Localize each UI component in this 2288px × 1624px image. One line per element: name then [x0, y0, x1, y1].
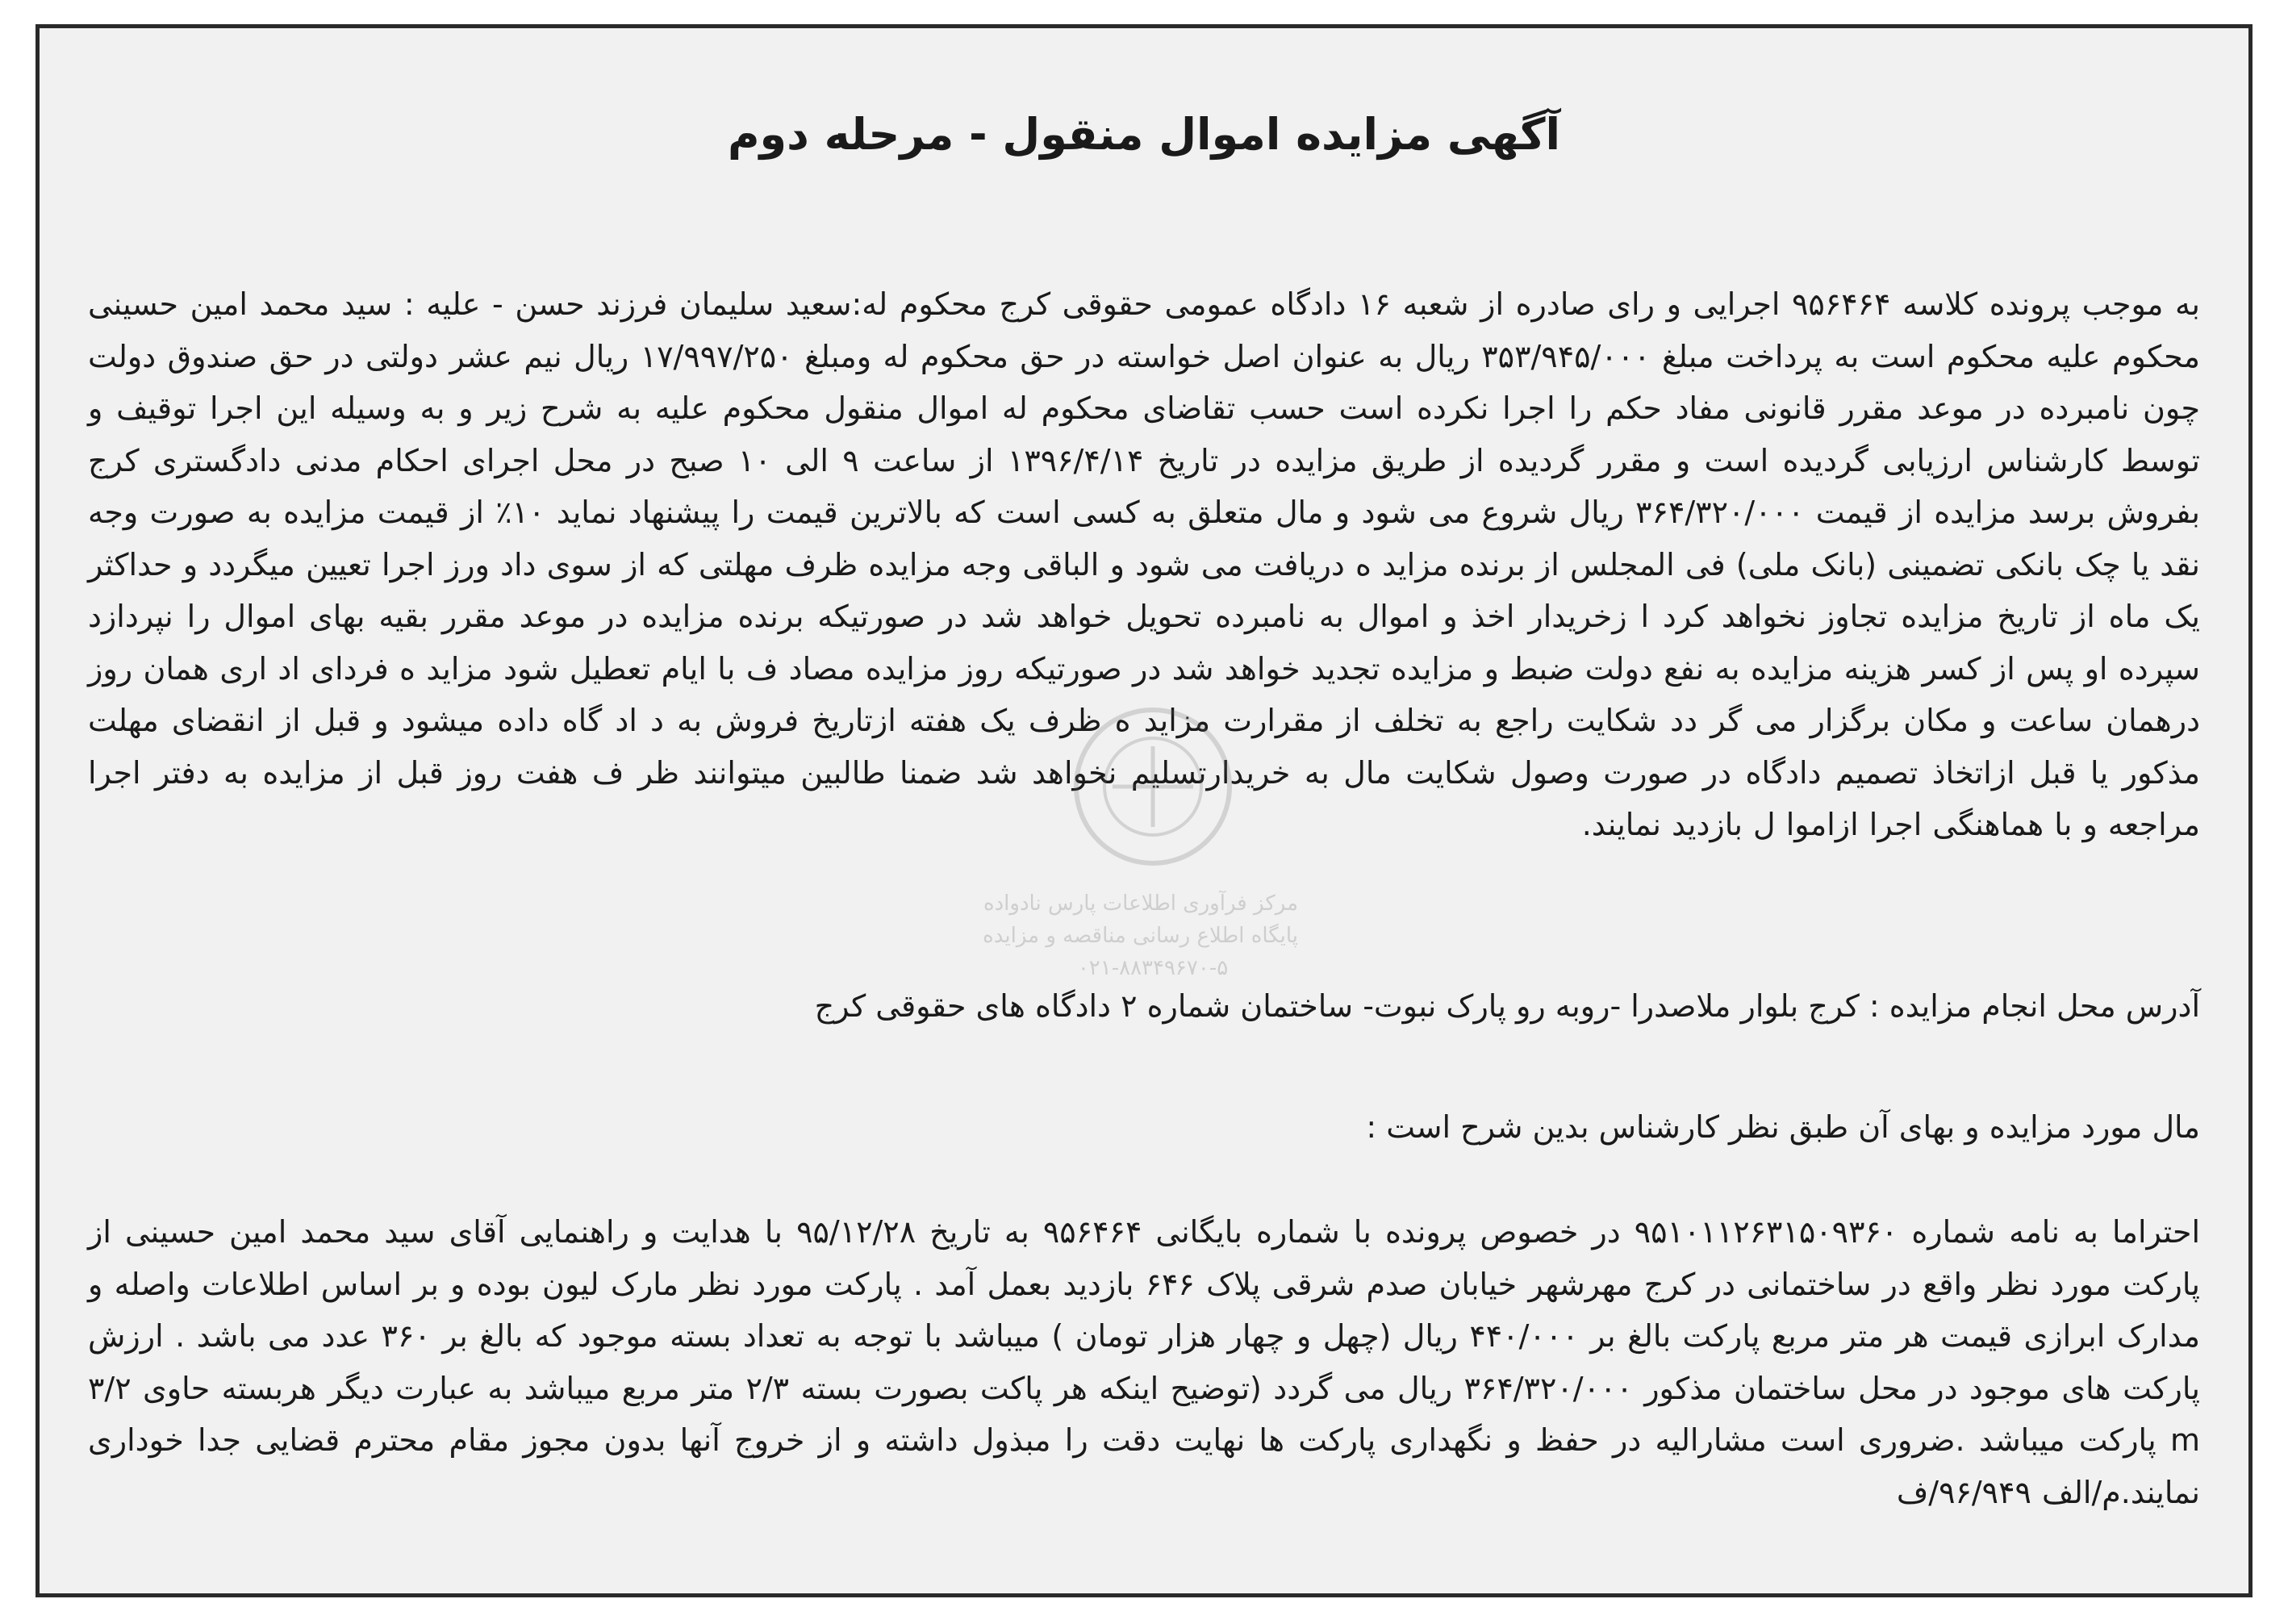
auction-address: آدرس محل انجام مزایده : کرج بلوار ملاصدرا -روبه رو پارک نبوت- ساختمان شماره ۲ دادگاه های حقوقی کرج: [814, 988, 2200, 1024]
watermark-line-3: ۰۲۱-۸۸۳۴۹۶۷۰-۵: [1077, 956, 1229, 980]
watermark-line-1: مرکز فرآوری اطلاعات پارس نادواده: [983, 891, 1298, 916]
notice-paragraph-main: به موجب پرونده کلاسه ۹۵۶۴۶۴ اجرایی و رای صادره از شعبه ۱۶ دادگاه عمومی حقوقی کرج محکوم له:سعید سلیمان فرزند حسن - علیه : سید محمد امین حسینی محکوم علیه محکوم است به پرداخت مبلغ ۳۵۳/۹۴۵/۰۰۰ ریال به عنوان اصل خواسته در حق محکوم له ومبلغ ۱۷/۹۹۷/۲۵۰ ریال نیم عشر دولتی در حق صندوق دولت چون نامبرده در موعد مقرر قانونی مفاد حکم را اجرا نکرده است حسب تقاضای محکوم له اموال منقول محکوم علیه به شرح زیر و به وسیله این اجرا توقیف و توسط کارشناس ارزیابی گردیده است و مقرر گردیده از طریق مزایده در تاریخ ۱۳۹۶/۴/۱۴ از ساعت ۹ الی ۱۰ صبح در محل اجرای احکام مدنی دادگستری کرج بفروش برسد مزایده از قیمت ۳۶۴/۳۲۰/۰۰۰ ریال شروع می شود و مال متعلق به کسی است که بالاترین قیمت را پیشنهاد نماید ۱۰٪ از قیمت مزایده به صورت وجه نقد یا چک بانکی تضمینی (بانک ملی) فی المجلس از برنده مزاید ه دریافت می شود و الباقی وجه مزایده ظرف مهلتی که از سوی داد ورز اجرا تعیین میگردد و حداکثر یک ماه از تاریخ مزایده تجاوز نخواهد کرد ا زخریدار اخذ و اموال به نامبرده تحویل خواهد شد در صورتیکه برنده مزایده در موعد مقرر بقیه بهای اموال را نپردازد سپرده او پس از کسر هزینه مزایده به نفع دولت ضبط و مزایده تجدید خواهد شد در صورتیکه روز مزایده مصاد ف با ایام تعطیل شود مزاید ه فردای اد اری همان روز درهمان ساعت و مکان برگزار می گر دد شکایت راجع به تخلف از مقرارت مزاید ه ظرف یک هفته ازتاریخ فروش به د اد گاه داده میشود و قبل از انقضای مهلت مذکور یا قبل ازاتخاذ تصمیم دادگاه در صورت وصول شکایت مال به خریدارتسلیم نخواهد شد ضمنا طالبین میتوانند ظر ف هفت روز قبل از مزایده به دفتر اجرا مراجعه و با هماهنگی اجرا ازاموا ل بازدید نمایند.: [88, 286, 2201, 842]
notice-paragraph-expert: احتراما به نامه شماره ۹۵۱۰۱۱۲۶۳۱۵۰۹۳۶۰ در خصوص پرونده با شماره بایگانی ۹۵۶۴۶۴ به تاریخ ۹۵/۱۲/۲۸ با هدایت و راهنمایی آقای سید محمد امین حسینی از پارکت مورد نظر واقع در ساختمانی در کرج مهرشهر خیابان صدم شرقی پلاک ۶۴۶ بازدید بعمل آمد . پارکت مورد نظر مارک لیون بوده و بر اساس اطلاعات واصله و مدارک ابرازی قیمت هر متر مربع پارکت بالغ بر ۴۴۰/۰۰۰ ریال (چهل و چهار هزار تومان ) میباشد با توجه به تعداد بسته موجود که بالغ بر ۳۶۰ عدد می باشد . ارزش پارکت های موجود در محل ساختمان مذکور ۳۶۴/۳۲۰/۰۰۰ ریال می گردد (توضیح اینکه هر پاکت بصورت بسته ۲/۳ متر مربع میباشد به عبارت دیگر هربسته حاوی ۳/۲ m پارکت میباشد .ضروری است مشارالیه در حفظ و نگهداری پارکت ها نهایت دقت را مبذول داشته و از خروج آنها بدون مجوز مقام محترم قضایی جدا خوداری نمایند.م/الف ۹۶/۹۴۹/ف: [88, 1214, 2201, 1510]
auction-subject-heading: مال مورد مزایده و بهای آن طبق نظر کارشناس بدین شرح است :: [1366, 1109, 2200, 1145]
notice-frame: [35, 24, 2253, 1597]
watermark-line-2: پایگاه اطلاع رسانی مناقصه و مزایده: [983, 924, 1298, 948]
notice-title: آگهی مزایده اموال منقول - مرحله دوم: [727, 109, 1561, 160]
